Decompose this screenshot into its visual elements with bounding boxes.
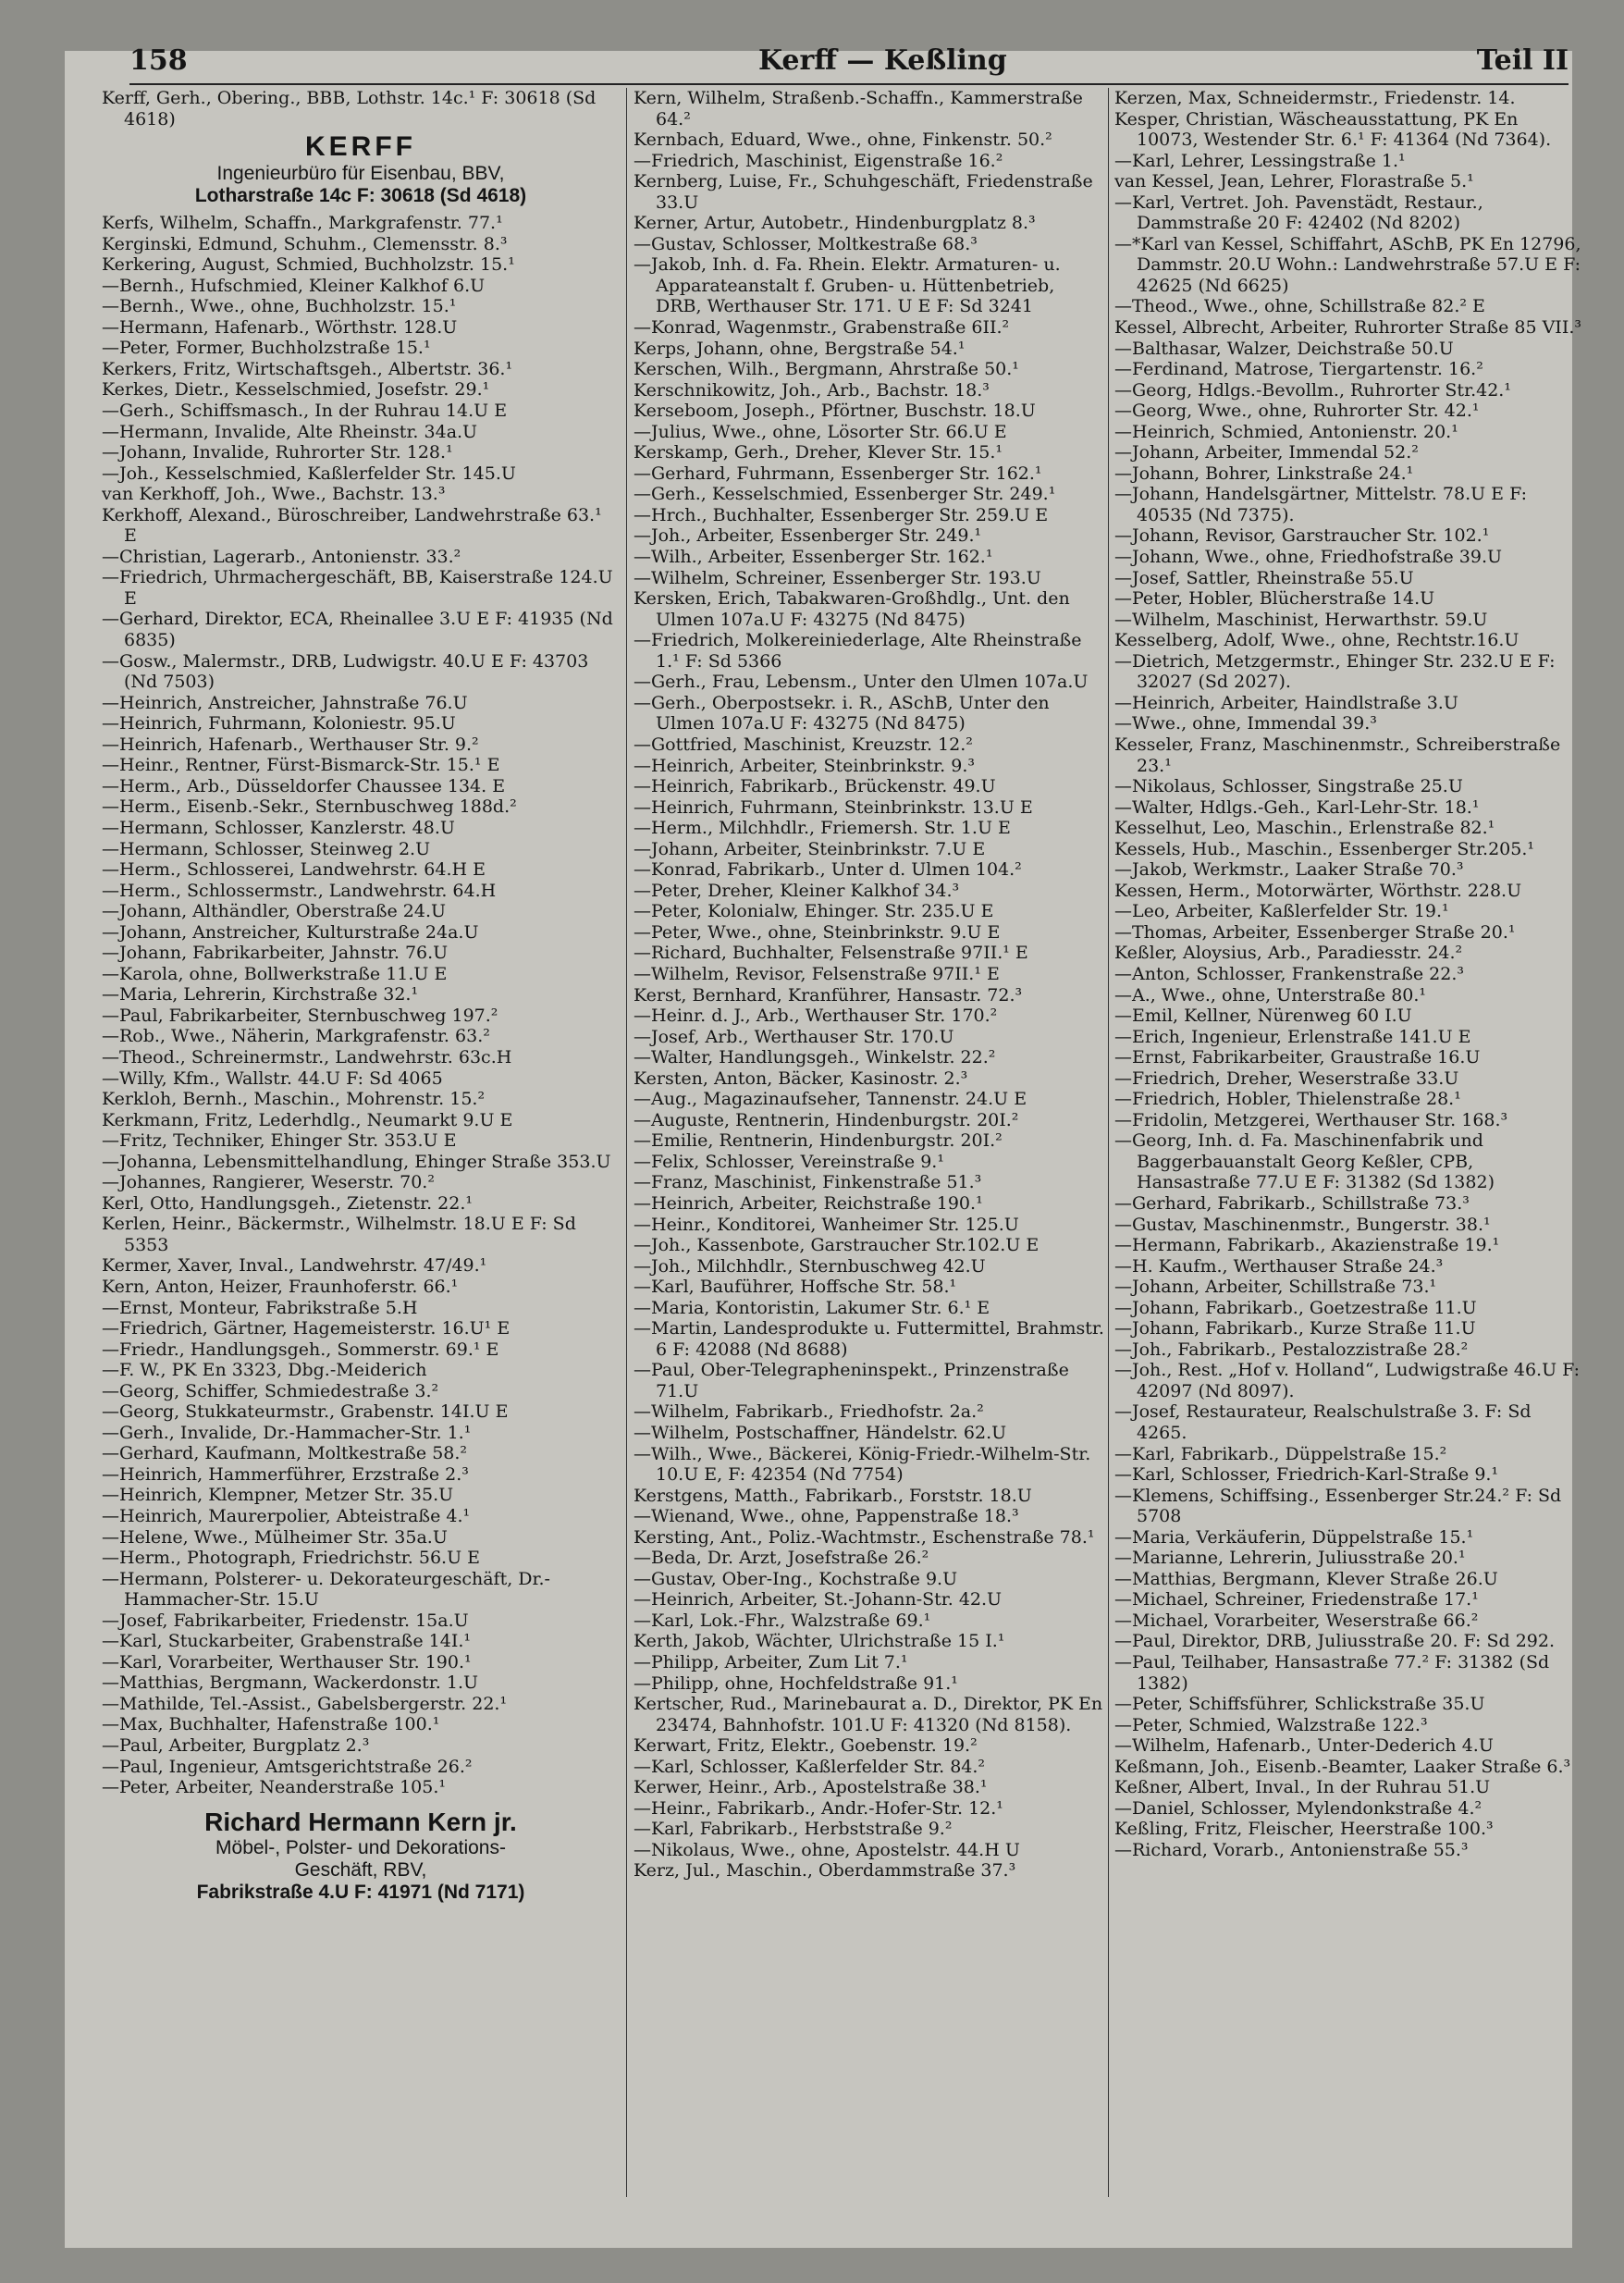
- directory-entry: —Karl, Vertret. Joh. Pavenstädt, Restaur., Dammstraße 20 F: 42402 (Nd 8202): [1114, 191, 1483, 234]
- directory-entry: —Maria, Verkäuferin, Düppelstraße 15.¹: [1114, 1526, 1474, 1548]
- ad-kern-name: Richard Hermann Kern jr.: [204, 1807, 517, 1836]
- directory-entry: —Herm., Arb., Düsseldorfer Chaussee 134. E: [102, 775, 506, 796]
- directory-entry: —Fridolin, Metzgerei, Werthauser Str. 168.³: [1114, 1109, 1508, 1130]
- kerff-advertisement: [102, 131, 620, 207]
- directory-entry: —Fritz, Techniker, Ehinger Str. 353.U E: [102, 1130, 457, 1152]
- directory-entry: —Gerhard, Fuhrmann, Essenberger Str. 162.¹: [634, 463, 1042, 484]
- directory-entry: —Ferdinand, Matrose, Tiergartenstr. 16.²: [1114, 359, 1483, 380]
- directory-entry: —Mathilde, Tel.-Assist., Gabelsbergerstr. 22.¹: [102, 1693, 508, 1714]
- directory-entry: —Wilhelm, Schreiner, Essenberger Str. 193.U: [634, 567, 1041, 588]
- directory-entry: —Johann, Arbeiter, Steinbrinkstr. 7.U E: [634, 838, 986, 859]
- directory-entry: —Ernst, Monteur, Fabrikstraße 5.H: [102, 1297, 418, 1318]
- header-rule: [129, 83, 1569, 85]
- directory-entry: —Johann, Handelsgärtner, Mittelstr. 78.U E F: 40535 (Nd 7375).: [1114, 484, 1527, 525]
- directory-entry: —Joh., Arbeiter, Essenberger Str. 249.¹: [634, 525, 982, 547]
- directory-entry: Kerseboom, Joseph., Pförtner, Buschstr. 18.U: [634, 401, 1036, 422]
- directory-entry: —Wilhelm, Hafenarb., Unter-Dederich 4.U: [1114, 1735, 1494, 1757]
- column-divider-2: [1108, 88, 1109, 2197]
- directory-entry: —Peter, Schiffsführer, Schlickstraße 35.U: [1114, 1694, 1485, 1715]
- directory-entry: —Christian, Lagerarb., Antonienstr. 33.²: [102, 546, 461, 567]
- directory-entry: Kerwer, Heinr., Arb., Apostelstraße 38.¹: [634, 1777, 988, 1798]
- directory-entry: —Beda, Dr. Arzt, Josefstraße 26.²: [634, 1548, 929, 1569]
- directory-entry: Kerstgens, Matth., Fabrikarb., Forststr. 18.U: [634, 1485, 1032, 1506]
- directory-entry: —Karl, Schlosser, Friedrich-Karl-Straße 9.¹: [1114, 1464, 1499, 1486]
- directory-entry: Kerkmann, Fritz, Lederhdlg., Neumarkt 9.U E: [102, 1109, 513, 1130]
- directory-entry: —Herm., Schlossermstr., Landwehrstr. 64.H: [102, 880, 497, 901]
- directory-entry: —Paul, Arbeiter, Burgplatz 2.³: [102, 1735, 370, 1757]
- directory-entry: —Paul, Fabrikarbeiter, Sternbuschweg 197.²: [102, 1005, 498, 1026]
- directory-entry: —Heinrich, Arbeiter, Steinbrinkstr. 9.³: [634, 755, 975, 776]
- directory-entry: —Georg, Stukkateurmstr., Grabenstr. 14I.U E: [102, 1401, 509, 1423]
- section-label: Teil II: [1476, 44, 1569, 77]
- directory-entry: —Heinrich, Fabrikarb., Brückenstr. 49.U: [634, 776, 996, 797]
- directory-entry: —Johann, Arbeiter, Schillstraße 73.¹: [1114, 1277, 1437, 1298]
- column-1: [102, 88, 620, 2206]
- directory-entry: —Johann, Invalide, Ruhrorter Str. 128.¹: [102, 442, 453, 463]
- directory-entry: —Karl, Lehrer, Lessingstraße 1.¹: [1114, 150, 1406, 171]
- directory-entry: Keßner, Albert, Inval., In der Ruhrau 51.U: [1114, 1777, 1491, 1798]
- directory-entry: —Heinrich, Arbeiter, St.-Johann-Str. 42.U: [634, 1589, 1003, 1610]
- directory-entry: —Gerh., Frau, Lebensm., Unter den Ulmen 107a.U: [634, 672, 1089, 693]
- directory-entry: —Richard, Vorarb., Antonienstraße 55.³: [1114, 1839, 1469, 1860]
- directory-entry: —Maria, Kontoristin, Lakumer Str. 6.¹ E: [634, 1297, 990, 1318]
- directory-entry: —Michael, Vorarbeiter, Weserstraße 66.²: [1114, 1610, 1479, 1631]
- column-2-entries: [634, 88, 1105, 1882]
- directory-entry: —Paul, Ober-Telegrapheninspekt., Prinzenstraße 71.U: [634, 1360, 1069, 1401]
- directory-entry: —Karl, Lok.-Fhr., Walzstraße 69.¹: [634, 1610, 931, 1631]
- directory-entry: —Heinrich, Fuhrmann, Koloniestr. 95.U: [102, 713, 456, 734]
- directory-entry: —Gustav, Maschinenmstr., Bungerstr. 38.¹: [1114, 1214, 1491, 1235]
- directory-entry: Kerzen, Max, Schneidermstr., Friedenstr. 14.: [1114, 88, 1516, 108]
- directory-entry: —Walter, Handlungsgeh., Winkelstr. 22.²: [634, 1047, 996, 1068]
- directory-entry: —Joh., Milchhdlr., Sternbuschweg 42.U: [634, 1255, 986, 1277]
- directory-entry: —Gerhard, Kaufmann, Moltkestraße 58.²: [102, 1443, 468, 1464]
- directory-entry: —Felix, Schlosser, Vereinstraße 9.¹: [634, 1151, 944, 1172]
- directory-entry: Kerps, Johann, ohne, Bergstraße 54.¹: [634, 338, 966, 359]
- directory-entry: Kerkloh, Bernh., Maschin., Mohrenstr. 15.²: [102, 1089, 486, 1110]
- directory-entry: —Erich, Ingenieur, Erlenstraße 141.U E: [1114, 1026, 1471, 1047]
- directory-entry: —Heinrich, Anstreicher, Jahnstraße 76.U: [102, 692, 468, 713]
- directory-entry: —Karl, Bauführer, Hoffsche Str. 58.¹: [634, 1277, 957, 1298]
- directory-entry: —Wilhelm, Maschinist, Herwarthstr. 59.U: [1114, 609, 1488, 630]
- directory-entry: Kernbach, Eduard, Wwe., ohne, Finkenstr. 50.²: [634, 130, 1052, 151]
- directory-entry: —Wilhelm, Revisor, Felsenstraße 97II.¹ E: [634, 963, 1000, 984]
- ad-kerff-name: KERFF: [305, 131, 416, 163]
- ad-kern-line1: Möbel-, Polster- und Dekorations-: [215, 1836, 506, 1858]
- directory-entry: —Theod., Wwe., ohne, Schillstraße 82.² E: [1114, 296, 1485, 317]
- directory-entry: —Johann, Anstreicher, Kulturstraße 24a.U: [102, 921, 479, 943]
- directory-entry: —Friedrich, Dreher, Weserstraße 33.U: [1114, 1067, 1459, 1089]
- directory-entry: —Heinrich, Klempner, Metzer Str. 35.U: [102, 1485, 454, 1506]
- directory-entry: —Rob., Wwe., Näherin, Markgrafenstr. 63.²: [102, 1026, 490, 1047]
- directory-entry: —Johann, Revisor, Garstraucher Str. 102.¹: [1114, 525, 1490, 547]
- directory-entry: —Wilhelm, Postschaffner, Händelstr. 62.U: [634, 1423, 1007, 1443]
- directory-entry: —Jakob, Werkmstr., Laaker Straße 70.³: [1114, 859, 1464, 881]
- directory-entry: —Friedrich, Molkereiniederlage, Alte Rheinstraße 1.¹ F: Sd 5366: [634, 630, 1082, 672]
- directory-entry: —Hermann, Invalide, Alte Rheinstr. 34a.U: [102, 421, 478, 442]
- directory-entry: Kerkering, August, Schmied, Buchholzstr. 15.¹: [102, 254, 515, 276]
- directory-entry: —Gerhard, Fabrikarb., Schillstraße 73.³: [1114, 1192, 1470, 1214]
- directory-entry: —Heinrich, Maurerpolier, Abteistraße 4.¹: [102, 1506, 471, 1526]
- directory-entry: —Johannes, Rangierer, Weserstr. 70.²: [102, 1172, 435, 1193]
- directory-entry: —Gosw., Malermstr., DRB, Ludwigstr. 40.U E F: 43703 (Nd 7503): [102, 650, 589, 693]
- directory-entry: —Wwe., ohne, Immendal 39.³: [1114, 713, 1377, 734]
- directory-entry: —Johann, Fabrikarbeiter, Jahnstr. 76.U: [102, 943, 449, 964]
- directory-entry: Kern, Anton, Heizer, Fraunhoferstr. 66.¹: [102, 1276, 459, 1297]
- directory-entry: Kerlen, Heinr., Bäckermstr., Wilhelmstr. 18.U E F: Sd 5353: [102, 1214, 576, 1255]
- directory-entry: Kessel, Albrecht, Arbeiter, Ruhrorter Straße 85 VII.³: [1114, 317, 1581, 339]
- directory-entry: —F. W., PK En 3323, Dbg.-Meiderich: [102, 1360, 427, 1381]
- directory-entry: —A., Wwe., ohne, Unterstraße 80.¹: [1114, 984, 1427, 1006]
- directory-entry: —Emilie, Rentnerin, Hindenburgstr. 20I.²: [634, 1130, 1003, 1152]
- directory-entry: —Johann, Bohrer, Linkstraße 24.¹: [1114, 463, 1414, 484]
- directory-entry: —Paul, Ingenieur, Amtsgerichtstraße 26.²: [102, 1756, 473, 1777]
- directory-entry: Kessen, Herm., Motorwärter, Wörthstr. 228.U: [1114, 880, 1522, 901]
- directory-entry: —Bernh., Hufschmied, Kleiner Kalkhof 6.U: [102, 275, 486, 296]
- directory-entry: Kersten, Anton, Bäcker, Kasinostr. 2.³: [634, 1067, 968, 1089]
- directory-entry: —Philipp, Arbeiter, Zum Lit 7.¹: [634, 1652, 908, 1673]
- directory-entry: —Theod., Schreinermstr., Landwehrstr. 63c.H: [102, 1046, 512, 1067]
- directory-entry: —Gerhard, Direktor, ECA, Rheinallee 3.U E F: 41935 (Nd 6835): [102, 609, 613, 651]
- directory-entry: —Anton, Schlosser, Frankenstraße 22.³: [1114, 963, 1465, 984]
- directory-entry: Keßler, Aloysius, Arb., Paradiesstr. 24.²: [1114, 943, 1463, 964]
- directory-entry: Kerschnikowitz, Joh., Arb., Bachstr. 18.³: [634, 379, 990, 401]
- directory-entry: —Nikolaus, Schlosser, Singstraße 25.U: [1114, 776, 1463, 797]
- directory-entry: —Thomas, Arbeiter, Essenberger Straße 20.¹: [1114, 921, 1516, 943]
- directory-entry: —Julius, Wwe., ohne, Lösorter Str. 66.U E: [634, 421, 1007, 442]
- directory-entry: Kersting, Ant., Poliz.-Wachtmstr., Eschenstraße 78.¹: [634, 1526, 1095, 1548]
- directory-entry: —Karl, Vorarbeiter, Werthauser Str. 190.¹: [102, 1651, 472, 1672]
- directory-entry: —Aug., Magazinaufseher, Tannenstr. 24.U E: [634, 1089, 1027, 1110]
- column-1-entries-bottom: [102, 213, 620, 1798]
- directory-entry: —Peter, Wwe., ohne, Steinbrinkstr. 9.U E: [634, 921, 1001, 943]
- directory-entry: —Gerh., Schiffsmasch., In der Ruhrau 14.U E: [102, 401, 508, 422]
- directory-entry: —Wilhelm, Fabrikarb., Friedhofstr. 2a.²: [634, 1401, 984, 1423]
- directory-entry: —Gottfried, Maschinist, Kreuzstr. 12.²: [634, 734, 973, 755]
- directory-entry: —Martin, Landesprodukte u. Futtermittel, Brahmstr. 6 F: 42088 (Nd 8688): [634, 1318, 1104, 1360]
- directory-entry: —Heinr., Fabrikarb., Andr.-Hofer-Str. 12.¹: [634, 1797, 1003, 1819]
- ad-kerff-line1: Ingenieurbüro für Eisenbau, BBV,: [216, 163, 505, 185]
- directory-entry: —Max, Buchhalter, Hafenstraße 100.¹: [102, 1714, 440, 1735]
- directory-entry: —Nikolaus, Wwe., ohne, Apostelstr. 44.H U: [634, 1839, 1020, 1860]
- directory-entry: —Herm., Milchhdlr., Friemersh. Str. 1.U E: [634, 818, 1011, 839]
- directory-entry: Kernberg, Luise, Fr., Schuhgeschäft, Friedenstraße 33.U: [634, 171, 1093, 213]
- directory-entry: —Konrad, Wagenmstr., Grabenstraße 6II.²: [634, 317, 1010, 339]
- directory-entry: Kesselberg, Adolf, Wwe., ohne, Rechtstr.16.U: [1114, 630, 1519, 651]
- directory-entry: —*Karl van Kessel, Schiffahrt, ASchB, PK En 12796, Dammstr. 20.U Wohn.: Landwehrstraße 57.U E F: 42625 (Nd 6625): [1114, 233, 1581, 296]
- directory-entry: —Friedrich, Uhrmachergeschäft, BB, Kaiserstraße 124.U E: [102, 567, 613, 609]
- directory-entry: —Leo, Arbeiter, Kaßlerfelder Str. 19.¹: [1114, 901, 1449, 922]
- directory-entry: —Emil, Kellner, Nürenweg 60 I.U: [1114, 1006, 1412, 1027]
- directory-entry: —Paul, Teilhaber, Hansastraße 77.² F: 31382 (Sd 1382): [1114, 1652, 1550, 1694]
- directory-entry: —Helene, Wwe., Mülheimer Str. 35a.U: [102, 1526, 448, 1548]
- directory-entry: —Maria, Lehrerin, Kirchstraße 32.¹: [102, 984, 419, 1006]
- directory-entry: —Matthias, Bergmann, Wackerdonstr. 1.U: [102, 1672, 478, 1694]
- directory-entry: —Bernh., Wwe., ohne, Buchholzstr. 15.¹: [102, 296, 457, 317]
- directory-entry: —Johann, Fabrikarb., Kurze Straße 11.U: [1114, 1318, 1476, 1339]
- directory-entry: —Herm., Photograph, Friedrichstr. 56.U E: [102, 1548, 481, 1569]
- directory-entry: Kerkes, Dietr., Kesselschmied, Josefstr. 29.¹: [102, 379, 490, 401]
- directory-entry: —Auguste, Rentnerin, Hindenburgstr. 20I.²: [634, 1109, 1019, 1130]
- directory-entry: —Friedrich, Gärtner, Hagemeisterstr. 16.U¹ E: [102, 1318, 511, 1339]
- directory-entry: —Georg, Inh. d. Fa. Maschinenfabrik und Baggerbauanstalt Georg Keßler, CPB, Hansastraße 77.U E F: 31382 (Sd 1382): [1114, 1130, 1495, 1193]
- directory-entry: —Josef, Sattler, Rheinstraße 55.U: [1114, 567, 1414, 588]
- directory-entry: —Heinrich, Schmied, Antonienstr. 20.¹: [1114, 421, 1458, 442]
- directory-entry: —Josef, Fabrikarbeiter, Friedenstr. 15a.U: [102, 1610, 469, 1631]
- directory-entry: —Ernst, Fabrikarbeiter, Graustraße 16.U: [1114, 1047, 1481, 1068]
- directory-entry: Kerner, Artur, Autobetr., Hindenburgplatz 8.³: [634, 213, 1036, 234]
- ad-kerff-line2: Lotharstraße 14c F: 30618 (Sd 4618): [194, 185, 527, 207]
- directory-entry: —Peter, Kolonialw, Ehinger. Str. 235.U E: [634, 901, 994, 922]
- directory-entry: Kerst, Bernhard, Kranführer, Hansastr. 72.³: [634, 984, 1023, 1006]
- column-1-entries-top: [102, 88, 620, 130]
- directory-entry: Kersken, Erich, Tabakwaren-Großhdlg., Unt. den Ulmen 107a.U F: 43275 (Nd 8475): [634, 588, 1070, 630]
- directory-entry: —Dietrich, Metzgermstr., Ehinger Str. 232.U E F: 32027 (Sd 2027).: [1114, 650, 1556, 693]
- column-divider-1: [626, 88, 627, 2197]
- directory-entry: —Peter, Former, Buchholzstraße 15.¹: [102, 338, 431, 359]
- directory-entry: Kerkers, Fritz, Wirtschaftsgeh., Albertstr. 36.¹: [102, 358, 513, 379]
- directory-entry: —Heinrich, Hammerführer, Erzstraße 2.³: [102, 1463, 469, 1485]
- directory-entry: —Heinrich, Arbeiter, Haindlstraße 3.U: [1114, 692, 1458, 713]
- directory-entry: Kern, Wilhelm, Straßenb.-Schaffn., Kammerstraße 64.²: [634, 88, 1083, 130]
- directory-entry: —Peter, Arbeiter, Neanderstraße 105.¹: [102, 1777, 446, 1798]
- directory-entry: —Joh., Kesselschmied, Kaßlerfelder Str. 145.U: [102, 463, 516, 484]
- directory-entry: —Joh., Fabrikarb., Pestalozzistraße 28.²: [1114, 1339, 1469, 1360]
- directory-entry: Kerwart, Fritz, Elektr., Goebenstr. 19.²: [634, 1735, 978, 1757]
- directory-entry: Kerskamp, Gerh., Dreher, Klever Str. 15.¹: [634, 442, 1003, 463]
- directory-entry: Kerff, Gerh., Obering., BBB, Lothstr. 14c.¹ F: 30618 (Sd 4618): [102, 88, 597, 130]
- directory-entry: Kerginski, Edmund, Schuhm., Clemensstr. 8.³: [102, 233, 508, 254]
- directory-entry: —Willy, Kfm., Wallstr. 44.U F: Sd 4065: [102, 1067, 443, 1089]
- directory-entry: —Karl, Stuckarbeiter, Grabenstraße 14I.¹: [102, 1631, 471, 1652]
- directory-entry: Kessels, Hub., Maschin., Essenberger Str.205.¹: [1114, 838, 1534, 859]
- directory-entry: —Friedrich, Hobler, Thielenstraße 28.¹: [1114, 1089, 1461, 1110]
- directory-entry: —Johann, Fabrikarb., Goetzestraße 11.U: [1114, 1297, 1477, 1318]
- directory-entry: —Konrad, Fabrikarb., Unter d. Ulmen 104.²: [634, 859, 1022, 881]
- directory-entry: —Herm., Schlosserei, Landwehrstr. 64.H E: [102, 859, 486, 881]
- directory-entry: —Gustav, Schlosser, Moltkestraße 68.³: [634, 233, 978, 254]
- directory-entry: —Wienand, Wwe., ohne, Pappenstraße 18.³: [634, 1506, 1019, 1527]
- directory-entry: —Hermann, Hafenarb., Wörthstr. 128.U: [102, 316, 458, 338]
- directory-entry: —Georg, Wwe., ohne, Ruhrorter Str. 42.¹: [1114, 401, 1480, 422]
- directory-entry: —Matthias, Bergmann, Klever Straße 26.U: [1114, 1568, 1498, 1589]
- directory-entry: —Johann, Arbeiter, Immendal 52.²: [1114, 442, 1419, 463]
- directory-entry: —Heinrich, Arbeiter, Reichstraße 190.¹: [634, 1192, 983, 1214]
- page-number: 158: [129, 44, 188, 77]
- directory-entry: Kerschen, Wilh., Bergmann, Ahrstraße 50.¹: [634, 359, 1019, 380]
- directory-entry: —Hrch., Buchhalter, Essenberger Str. 259.U E: [634, 504, 1049, 525]
- directory-entry: —Karola, ohne, Bollwerkstraße 11.U E: [102, 963, 448, 984]
- directory-entry: Kerl, Otto, Handlungsgeh., Zietenstr. 22.¹: [102, 1192, 473, 1214]
- directory-entry: Kerfs, Wilhelm, Schaffn., Markgrafenstr. 77.¹: [102, 213, 503, 234]
- directory-entry: —Georg, Hdlgs.-Bevollm., Ruhrorter Str.42.¹: [1114, 379, 1511, 401]
- column-3-entries: [1114, 88, 1581, 1860]
- ad-kern-line2: Geschäft, RBV,: [294, 1858, 427, 1881]
- directory-entry: —Heinr. d. J., Arb., Werthauser Str. 170.²: [634, 1006, 998, 1027]
- directory-entry: —Joh., Rest. „Hof v. Holland“, Ludwigstraße 46.U F: 42097 (Nd 8097).: [1114, 1360, 1581, 1401]
- directory-entry: —Josef, Restaurateur, Realschulstraße 3. F: Sd 4265.: [1114, 1401, 1532, 1443]
- directory-entry: —Balthasar, Walzer, Deichstraße 50.U: [1114, 338, 1454, 359]
- directory-entry: —Klemens, Schiffsing., Essenberger Str.24.² F: Sd 5708: [1114, 1485, 1562, 1527]
- directory-entry: —Wilh., Arbeiter, Essenberger Str. 162.¹: [634, 547, 993, 568]
- directory-entry: —Friedr., Handlungsgeh., Sommerstr. 69.¹ E: [102, 1339, 499, 1360]
- directory-entry: Kertscher, Rud., Marinebaurat a. D., Direktor, PK En 23474, Bahnhofstr. 101.U F: 41320 (Nd 8158).: [634, 1694, 1103, 1735]
- directory-entry: —Georg, Schiffer, Schmiedestraße 3.²: [102, 1380, 439, 1401]
- directory-entry: Kerkhoff, Alexand., Büroschreiber, Landwehrstraße 63.¹ E: [102, 504, 602, 547]
- directory-entry: —Gerh., Oberpostsekr. i. R., ASchB, Unter den Ulmen 107a.U F: 43275 (Nd 8475): [634, 692, 1050, 734]
- column-2: [634, 88, 1105, 2206]
- directory-entry: —Hermann, Polsterer- u. Dekorateurgeschäft, Dr.-Hammacher-Str. 15.U: [102, 1568, 550, 1610]
- directory-entry: —Jakob, Inh. d. Fa. Rhein. Elektr. Armaturen- u. Apparateanstalt f. Gruben- u. Hüttenbetrieb, DRB, Werthauser Str. 171. U E F: Sd 3241: [634, 254, 1061, 317]
- directory-entry: —Daniel, Schlosser, Mylendonkstraße 4.²: [1114, 1797, 1483, 1819]
- directory-entry: —Friedrich, Maschinist, Eigenstraße 16.²: [634, 150, 1003, 171]
- directory-entry: Kermer, Xaver, Inval., Landwehrstr. 47/49.¹: [102, 1255, 487, 1277]
- directory-entry: Kerth, Jakob, Wächter, Ulrichstraße 15 I.¹: [634, 1631, 1005, 1652]
- directory-entry: —Heinrich, Hafenarb., Werthauser Str. 9.²: [102, 734, 479, 755]
- directory-entry: —Johann, Althändler, Oberstraße 24.U: [102, 901, 447, 922]
- directory-entry: —Hermann, Schlosser, Kanzlerstr. 48.U: [102, 817, 455, 838]
- directory-entry: van Kessel, Jean, Lehrer, Florastraße 5.¹: [1114, 171, 1474, 192]
- directory-entry: —Paul, Direktor, DRB, Juliusstraße 20. F: Sd 292.: [1114, 1631, 1556, 1652]
- column-3: [1114, 88, 1581, 2206]
- directory-entry: —Josef, Arb., Werthauser Str. 170.U: [634, 1026, 954, 1047]
- directory-entry: —Heinrich, Fuhrmann, Steinbrinkstr. 13.U E: [634, 796, 1033, 818]
- directory-entry: Kesseler, Franz, Maschinenmstr., Schreiberstraße 23.¹: [1114, 734, 1561, 776]
- directory-entry: —Heinr., Konditorei, Wanheimer Str. 125.U: [634, 1214, 1019, 1235]
- directory-entry: —Gerh., Kesselschmied, Essenberger Str. 249.¹: [634, 484, 1056, 505]
- directory-entry: —Karl, Fabrikarb., Düppelstraße 15.²: [1114, 1443, 1447, 1464]
- kern-advertisement: [102, 1808, 620, 1904]
- directory-entry: —Richard, Buchhalter, Felsenstraße 97II.¹ E: [634, 943, 1028, 964]
- ad-kern-line3: Fabrikstraße 4.U F: 41971 (Nd 7171): [196, 1881, 525, 1903]
- directory-entry: —Philipp, ohne, Hochfeldstraße 91.¹: [634, 1672, 958, 1694]
- directory-entry: —Gerh., Invalide, Dr.-Hammacher-Str. 1.¹: [102, 1422, 472, 1443]
- directory-entry: —Gustav, Ober-Ing., Kochstraße 9.U: [634, 1568, 958, 1589]
- directory-entry: Kesselhut, Leo, Maschin., Erlenstraße 82.¹: [1114, 818, 1495, 839]
- directory-entry: —Michael, Schreiner, Friedenstraße 17.¹: [1114, 1589, 1479, 1610]
- directory-entry: —Wilh., Wwe., Bäckerei, König-Friedr.-Wilhelm-Str. 10.U E, F: 42354 (Nd 7754): [634, 1443, 1091, 1486]
- running-title: Kerff — Keßling: [758, 44, 1007, 77]
- directory-entry: Kerz, Jul., Maschin., Oberdammstraße 37.³: [634, 1860, 1016, 1882]
- directory-entry: —Franz, Maschinist, Finkenstraße 51.³: [634, 1172, 982, 1193]
- directory-entry: Keßling, Fritz, Fleischer, Heerstraße 100.³: [1114, 1819, 1494, 1840]
- directory-entry: —Peter, Hobler, Blücherstraße 14.U: [1114, 588, 1435, 610]
- directory-entry: —Walter, Hdlgs.-Geh., Karl-Lehr-Str. 18.¹: [1114, 796, 1480, 818]
- directory-entry: —Joh., Kassenbote, Garstraucher Str.102.U E: [634, 1235, 1040, 1256]
- directory-entry: —Karl, Fabrikarb., Herbststraße 9.²: [634, 1819, 953, 1840]
- directory-entry: —Karl, Schlosser, Kaßlerfelder Str. 84.²: [634, 1756, 986, 1777]
- directory-entry: van Kerkhoff, Joh., Wwe., Bachstr. 13.³: [102, 484, 446, 505]
- directory-entry: —Peter, Schmied, Walzstraße 122.³: [1114, 1714, 1428, 1735]
- directory-entry: —H. Kaufm., Werthauser Straße 24.³: [1114, 1255, 1444, 1277]
- directory-entry: —Marianne, Lehrerin, Juliusstraße 20.¹: [1114, 1548, 1466, 1569]
- directory-entry: Kesper, Christian, Wäscheausstattung, PK En 10073, Westender Str. 6.¹ F: 41364 (Nd 7364).: [1114, 108, 1552, 151]
- directory-entry: —Herm., Eisenb.-Sekr., Sternbuschweg 188d.²: [102, 796, 517, 818]
- directory-entry: —Johann, Wwe., ohne, Friedhofstraße 39.U: [1114, 547, 1503, 568]
- directory-entry: —Hermann, Schlosser, Steinweg 2.U: [102, 838, 431, 859]
- directory-entry: —Johanna, Lebensmittelhandlung, Ehinger Straße 353.U: [102, 1151, 611, 1172]
- directory-entry: —Hermann, Fabrikarb., Akazienstraße 19.¹: [1114, 1235, 1500, 1256]
- page-header: [129, 44, 1569, 81]
- directory-entry: Keßmann, Joh., Eisenb.-Beamter, Laaker Straße 6.³: [1114, 1756, 1571, 1777]
- directory-entry: —Peter, Dreher, Kleiner Kalkhof 34.³: [634, 880, 960, 901]
- directory-entry: —Heinr., Rentner, Fürst-Bismarck-Str. 15.¹ E: [102, 755, 500, 776]
